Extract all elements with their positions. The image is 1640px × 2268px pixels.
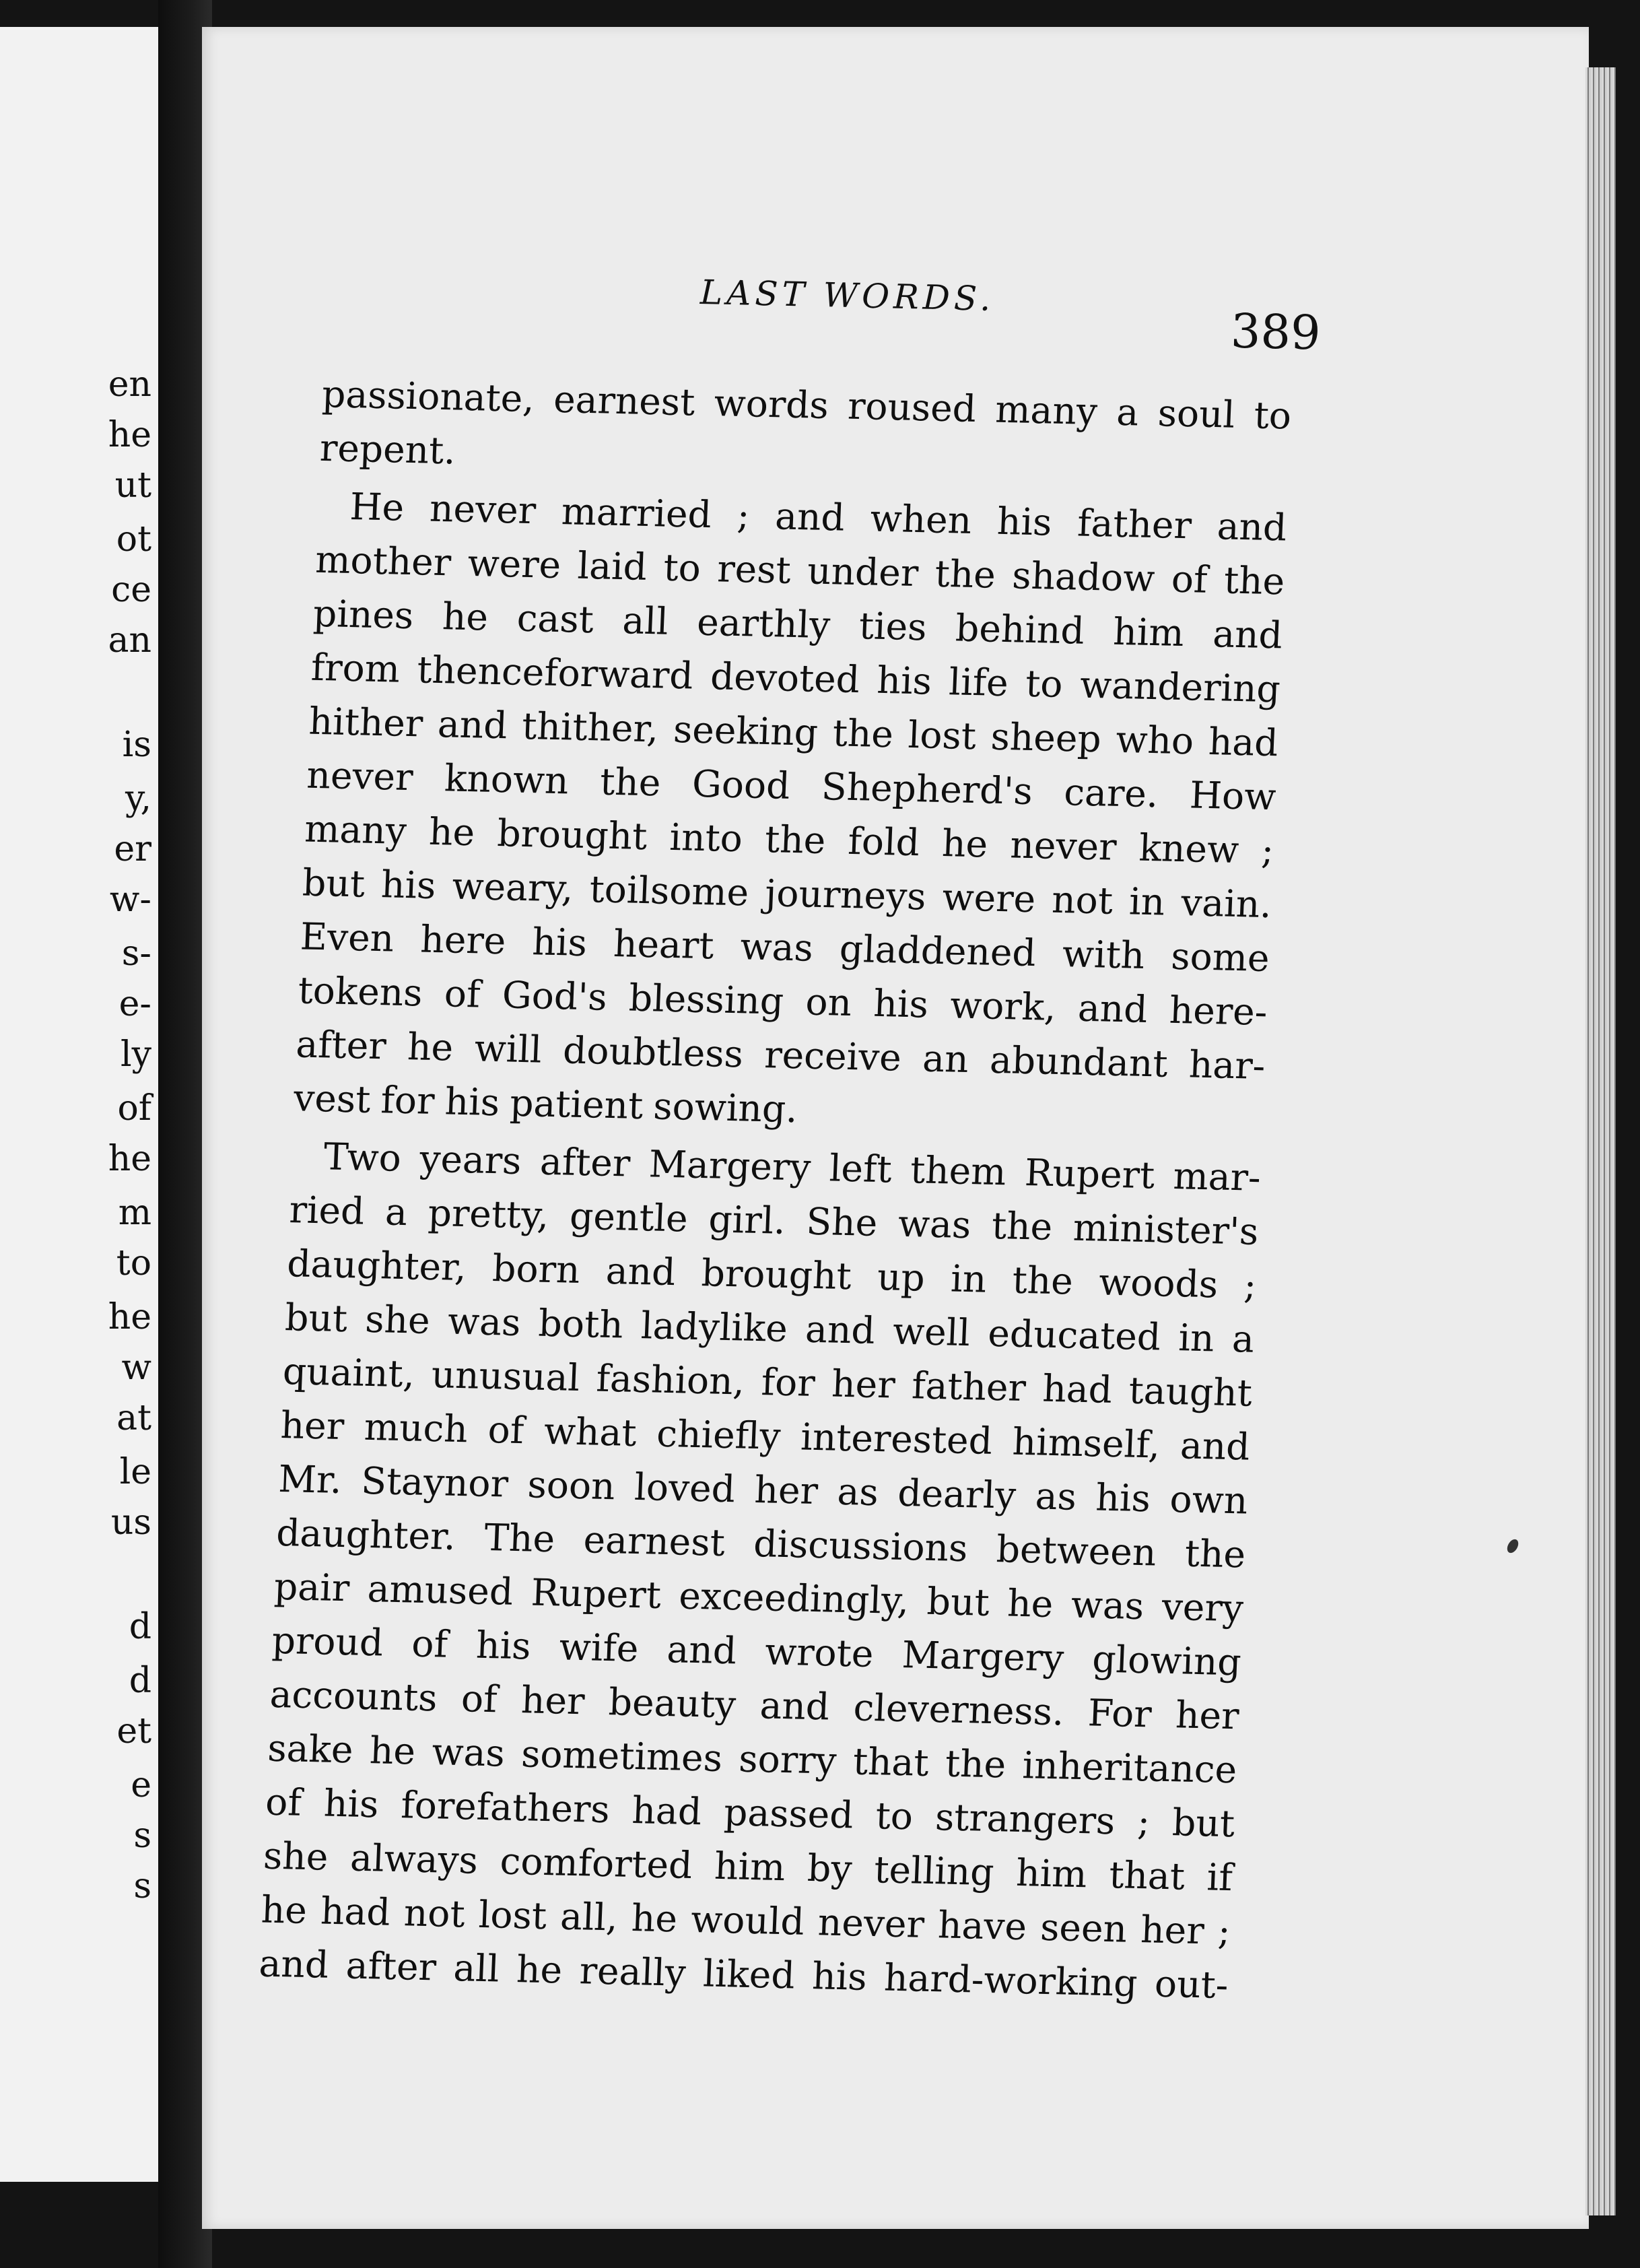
running-head: LAST WORDS. bbox=[699, 273, 995, 319]
text-line: but his weary, toilsome journeys were not in vain. bbox=[301, 861, 1273, 927]
text-line: Two years after Margery left them Rupert mar- bbox=[322, 1135, 1262, 1199]
text-line: after he will doubtless receive an abundant har- bbox=[295, 1022, 1266, 1088]
text-line: Even here his heart was gladdened with some bbox=[299, 914, 1270, 980]
previous-page-fragment: s bbox=[133, 1815, 151, 1856]
text-line: He never married ; and when his father and bbox=[349, 484, 1288, 549]
previous-page-fragment: y, bbox=[125, 778, 151, 819]
previous-page-fragment: et bbox=[116, 1711, 151, 1752]
text-line: her much of what chiefly interested himself, and bbox=[279, 1403, 1251, 1469]
page-edges bbox=[1585, 67, 1616, 2215]
previous-page bbox=[0, 27, 162, 2182]
text-line: she always comforted him by telling him that if bbox=[262, 1834, 1234, 1900]
text-line: mother were laid to rest under the shadow of the bbox=[314, 537, 1286, 603]
text-line: repent. bbox=[318, 426, 457, 473]
previous-page-fragment: d bbox=[129, 1607, 151, 1647]
text-line: quaint, unusual fashion, for her father had taught bbox=[281, 1349, 1254, 1415]
previous-page-fragment: e- bbox=[118, 984, 151, 1024]
text-line: vest for his patient sowing. bbox=[293, 1076, 798, 1131]
page-number: 389 bbox=[1230, 303, 1322, 361]
previous-page-fragment: at bbox=[116, 1398, 151, 1438]
text-line: tokens of God's blessing on his work, and here- bbox=[297, 968, 1268, 1034]
text-line: ried a pretty, gentle girl. She was the minister's bbox=[288, 1188, 1260, 1253]
text-line: of his forefathers had passed to strangers ; but bbox=[265, 1780, 1236, 1846]
previous-page-fragment: w bbox=[121, 1347, 151, 1388]
text-line: pines he cast all earthly ties behind him and bbox=[312, 591, 1284, 657]
previous-page-fragment: en bbox=[108, 364, 151, 405]
previous-page-fragment: e bbox=[131, 1765, 151, 1805]
previous-page-fragment: ce bbox=[111, 570, 151, 610]
previous-page-fragment: m bbox=[118, 1193, 151, 1233]
text-line: accounts of her beauty and cleverness. For her bbox=[269, 1672, 1240, 1738]
previous-page-fragment: er bbox=[114, 829, 151, 869]
previous-page-text-fragments bbox=[0, 27, 158, 2182]
previous-page-fragment: of bbox=[117, 1088, 151, 1129]
previous-page-fragment: s bbox=[133, 1866, 151, 1906]
text-line: from thenceforward devoted his life to wandering bbox=[310, 645, 1281, 711]
previous-page-fragment: le bbox=[119, 1452, 151, 1492]
text-line: hither and thither, seeking the lost sheep who had bbox=[308, 699, 1279, 765]
previous-page-fragment: us bbox=[110, 1502, 151, 1543]
text-line: Mr. Staynor soon loved her as dearly as his own bbox=[277, 1457, 1249, 1523]
text-line: passionate, earnest words roused many a soul to bbox=[321, 372, 1293, 438]
body-text bbox=[258, 367, 1292, 2012]
previous-page-fragment: to bbox=[116, 1243, 151, 1283]
previous-page-fragment: he bbox=[108, 1139, 151, 1179]
previous-page-fragment: is bbox=[122, 725, 151, 765]
text-line: many he brought into the fold he never knew ; bbox=[304, 807, 1275, 873]
text-line: daughter, born and brought up in the woods ; bbox=[286, 1242, 1258, 1307]
previous-page-fragment: w- bbox=[109, 879, 151, 920]
previous-page-fragment: ot bbox=[116, 519, 151, 560]
previous-page-fragment: he bbox=[108, 1297, 151, 1337]
text-line: sake he was sometimes sorry that the inheritance bbox=[267, 1726, 1238, 1792]
previous-page-fragment: ly bbox=[120, 1034, 151, 1075]
text-line: and after all he really liked his hard-working out- bbox=[258, 1941, 1229, 2007]
previous-page-fragment: s- bbox=[121, 933, 151, 974]
previous-page-fragment: an bbox=[108, 620, 151, 661]
text-line: never known the Good Shepherd's care. How bbox=[306, 753, 1277, 819]
text-line: daughter. The earnest discussions between the bbox=[275, 1510, 1247, 1576]
previous-page-fragment: he bbox=[108, 415, 151, 455]
text-line: but she was both ladylike and well educated in a bbox=[284, 1296, 1256, 1361]
previous-page-fragment: ut bbox=[114, 465, 151, 506]
text-line: pair amused Rupert exceedingly, but he was very bbox=[273, 1564, 1245, 1630]
text-line: proud of his wife and wrote Margery glowing bbox=[271, 1618, 1242, 1684]
previous-page-fragment: d bbox=[129, 1661, 151, 1701]
text-line: he had not lost all, he would never have seen her ; bbox=[260, 1888, 1231, 1954]
